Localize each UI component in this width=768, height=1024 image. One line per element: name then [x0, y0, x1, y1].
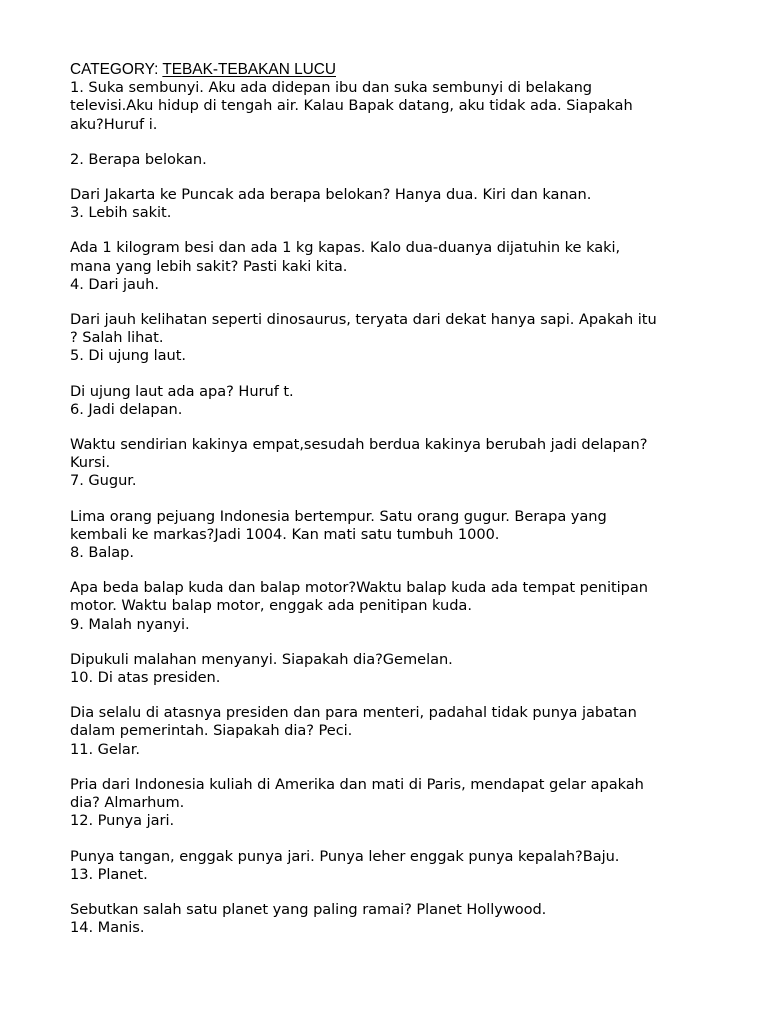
- text-block: [70, 901, 730, 937]
- riddle-list: [70, 79, 730, 937]
- text-line: Punya tangan, enggak punya jari. Punya leher enggak punya kepalah?Baju.: [70, 847, 620, 865]
- text-line: televisi.Aku hidup di tengah air. Kalau Bapak datang, aku tidak ada. Siapakah: [70, 97, 633, 115]
- text-line: Dari jauh kelihatan seperti dinosaurus, teryata dari dekat hanya sapi. Apakah itu: [70, 311, 657, 329]
- text-line: 1. Suka sembunyi. Aku ada didepan ibu dan suka sembunyi di belakang: [70, 79, 593, 97]
- text-line: Dia selalu di atasnya presiden dan para menteri, padahal tidak punya jabatan: [70, 704, 637, 722]
- text-line: Apa beda balap kuda dan balap motor?Waktu balap kuda ada tempat penitipan: [70, 579, 648, 597]
- text-line: 7. Gugur.: [70, 472, 137, 490]
- text-block: [70, 186, 730, 222]
- text-line: 3. Lebih sakit.: [70, 204, 172, 222]
- text-line: motor. Waktu balap motor, enggak ada penitipan kuda.: [70, 597, 472, 615]
- text-line: 6. Jadi delapan.: [70, 400, 183, 418]
- document-page: [70, 61, 730, 937]
- text-line: Dipukuli malahan menyanyi. Siapakah dia?Gemelan.: [70, 650, 453, 668]
- text-line: dalam pemerintah. Siapakah dia? Peci.: [70, 722, 353, 740]
- category-label: CATEGORY:: [70, 61, 159, 78]
- text-block: [70, 579, 730, 634]
- text-line: 11. Gelar.: [70, 740, 140, 758]
- text-line: Kursi.: [70, 454, 111, 472]
- text-line: mana yang lebih sakit? Pasti kaki kita.: [70, 257, 348, 275]
- text-line: 12. Punya jari.: [70, 812, 175, 830]
- text-line: 9. Malah nyanyi.: [70, 615, 190, 633]
- text-line: kembali ke markas?Jadi 1004. Kan mati satu tumbuh 1000.: [70, 525, 500, 543]
- text-line: ? Salah lihat.: [70, 329, 164, 347]
- text-block: [70, 79, 730, 134]
- text-block: [70, 848, 730, 884]
- text-block: [70, 311, 730, 366]
- category-value: TEBAK-TEBAKAN LUCU: [162, 61, 336, 78]
- text-block: [70, 436, 730, 491]
- text-line: 5. Di ujung laut.: [70, 347, 186, 365]
- text-line: Waktu sendirian kakinya empat,sesudah berdua kakinya berubah jadi delapan?: [70, 436, 648, 454]
- text-block: [70, 239, 730, 294]
- text-line: Ada 1 kilogram besi dan ada 1 kg kapas. Kalo dua-duanya dijatuhin ke kaki,: [70, 239, 621, 257]
- text-block: [70, 151, 730, 169]
- text-line: aku?Huruf i.: [70, 115, 158, 133]
- text-line: 14. Manis.: [70, 919, 145, 937]
- text-block: [70, 651, 730, 687]
- text-block: [70, 508, 730, 563]
- text-block: [70, 383, 730, 419]
- text-line: dia? Almarhum.: [70, 794, 185, 812]
- text-line: Pria dari Indonesia kuliah di Amerika dan mati di Paris, mendapat gelar apakah: [70, 775, 644, 793]
- text-line: 10. Di atas presiden.: [70, 669, 221, 687]
- text-line: Lima orang pejuang Indonesia bertempur. Satu orang gugur. Berapa yang: [70, 507, 607, 525]
- text-line: Di ujung laut ada apa? Huruf t.: [70, 382, 294, 400]
- text-line: Dari Jakarta ke Puncak ada berapa belokan? Hanya dua. Kiri dan kanan.: [70, 186, 592, 204]
- text-line: Sebutkan salah satu planet yang paling ramai? Planet Hollywood.: [70, 900, 547, 918]
- category-line: [70, 61, 730, 79]
- text-block: [70, 776, 730, 831]
- text-line: 4. Dari jauh.: [70, 275, 159, 293]
- text-line: 13. Planet.: [70, 865, 148, 883]
- text-line: 8. Balap.: [70, 544, 134, 562]
- text-line: 2. Berapa belokan.: [70, 150, 207, 168]
- text-block: [70, 704, 730, 759]
